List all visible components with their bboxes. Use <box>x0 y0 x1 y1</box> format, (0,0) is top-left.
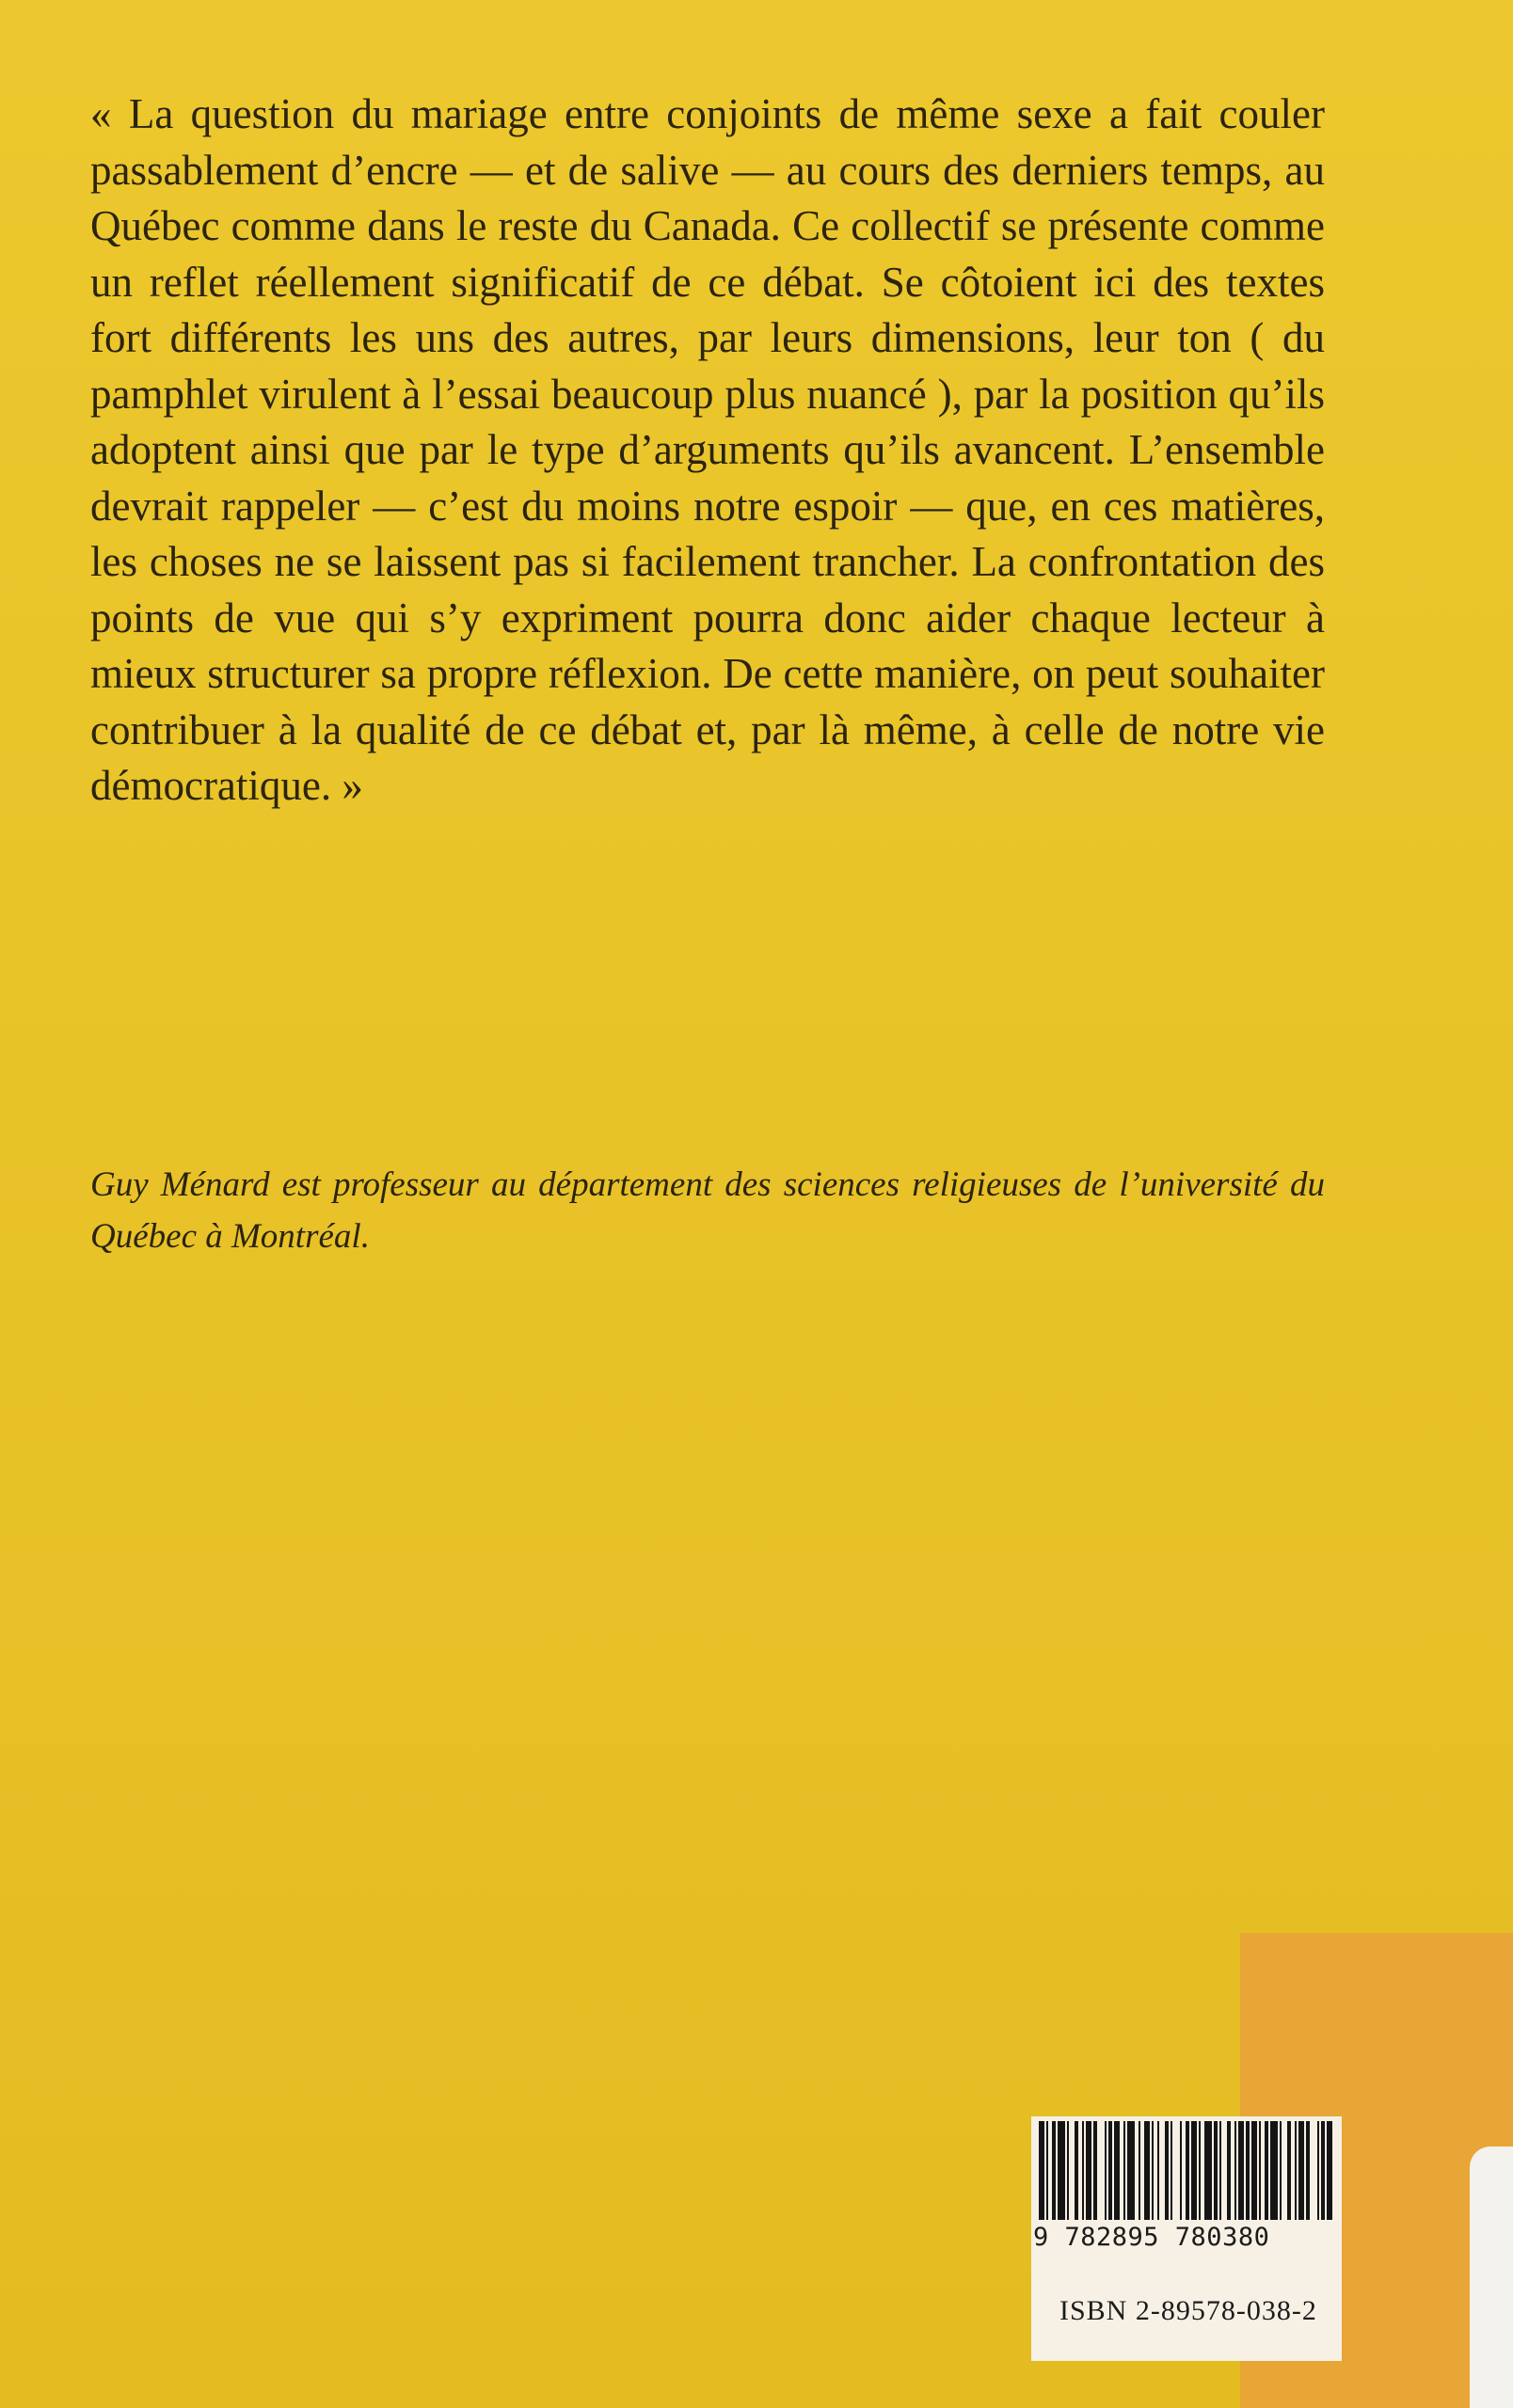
barcode-bar <box>1058 2121 1065 2220</box>
barcode-bars <box>1031 2121 1342 2225</box>
barcode-bar <box>1152 2121 1154 2220</box>
barcode-bar <box>1093 2121 1097 2220</box>
barcode-bar <box>1186 2121 1189 2220</box>
barcode-bar <box>1039 2121 1044 2220</box>
library-spine-tag <box>1470 2147 1513 2408</box>
barcode-bar <box>1144 2121 1150 2220</box>
barcode-bar <box>1321 2121 1325 2220</box>
back-cover-blurb: « La question du mariage entre conjoints de même sexe a fait couler passablement d’encre — et de salive — au cours des derniers temps, au Québec comme dans le reste du Canada. Ce collectif se présente comme un reflet réellement significatif de ce débat. Se côtoient ici des textes fort différents les uns des autres, par leurs dimensions, leur ton ( du pamphlet virulent à l’essai beaucoup plus nuancé ), par la position qu’ils adoptent ainsi que par le type d’arguments qu’ils avancent. L’ensemble devrait rappeler — c’est du moins notre espoir — que, en ces matières, les choses ne se laissent pas si facilement trancher. La confrontation des points de vue qui s’y expriment pourra donc aider chaque lecteur à mieux structurer sa propre réflexion. De cette manière, on peut souhaiter contribuer à la qualité de ce débat et, par là même, à celle de notre vie démocratique. » <box>90 90 1325 809</box>
barcode-bar <box>1180 2121 1182 2220</box>
barcode-bar <box>1075 2121 1078 2220</box>
barcode-bar <box>1046 2121 1048 2220</box>
barcode-bar <box>1265 2121 1268 2220</box>
barcode-bar <box>1123 2121 1125 2220</box>
barcode-bar <box>1052 2121 1056 2220</box>
barcode-bar <box>1108 2121 1112 2220</box>
barcode-bar <box>1227 2121 1231 2220</box>
barcode-bar <box>1157 2121 1159 2220</box>
barcode-bar <box>1280 2121 1282 2220</box>
barcode-bar <box>1287 2121 1291 2220</box>
barcode-bar <box>1204 2121 1212 2220</box>
barcode-bar <box>1317 2121 1319 2220</box>
barcode-bar <box>1246 2121 1250 2220</box>
barcode-bar <box>1082 2121 1084 2220</box>
isbn-number: ISBN 2-89578-038-2 <box>1059 2295 1317 2326</box>
barcode-bar <box>1295 2121 1297 2220</box>
barcode-bar <box>1259 2121 1261 2220</box>
barcode-bar <box>1214 2121 1218 2220</box>
barcode-bar <box>1251 2121 1257 2220</box>
barcode-bar <box>1114 2121 1120 2220</box>
barcode-bar <box>1067 2121 1069 2220</box>
barcode-bar <box>1306 2121 1310 2220</box>
barcode-bar <box>1105 2121 1107 2220</box>
barcode-bar <box>1165 2121 1169 2220</box>
barcode-bar <box>1171 2121 1172 2220</box>
barcode-bar <box>1219 2121 1221 2220</box>
barcode-bar <box>1139 2121 1140 2220</box>
barcode-bar <box>1327 2121 1332 2220</box>
author-bio: Guy Ménard est professeur au département des sciences religieuses de l’université du Québec à Montréal. <box>90 1165 1325 1256</box>
barcode-bar <box>1270 2121 1278 2220</box>
barcode-bar <box>1234 2121 1236 2220</box>
barcode-bar <box>1127 2121 1135 2220</box>
barcode-digits: 9 782895 780380 <box>1033 2223 1270 2252</box>
barcode-bar <box>1199 2121 1201 2220</box>
barcode-bar <box>1298 2121 1304 2220</box>
barcode-bar <box>1086 2121 1091 2220</box>
barcode-bar <box>1238 2121 1244 2220</box>
barcode-bar <box>1191 2121 1197 2220</box>
